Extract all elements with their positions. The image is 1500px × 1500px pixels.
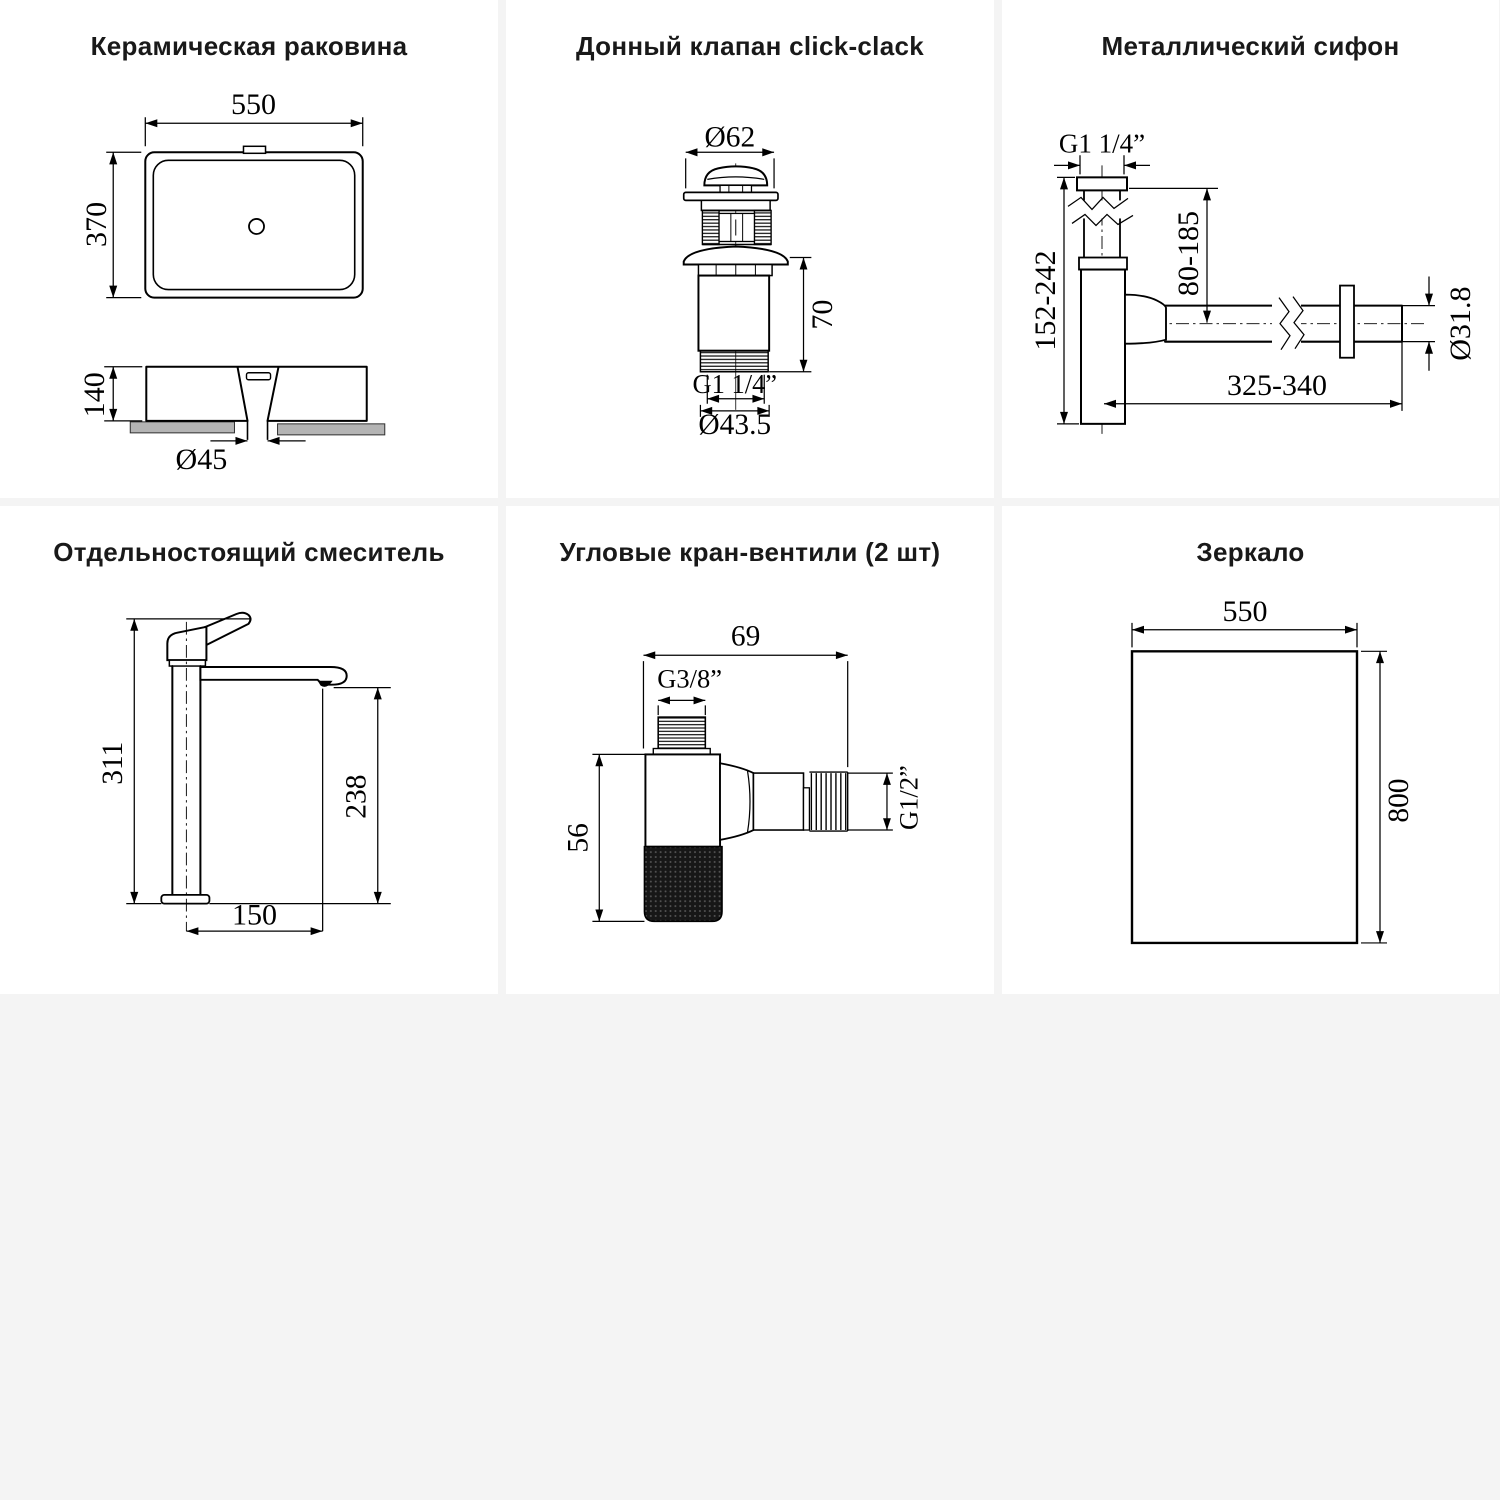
sink-side-view [130,367,385,440]
siphon-dim-height [1029,177,1079,423]
angle-dim-outlet-thread [848,765,924,830]
mirror-dim-width [1132,596,1357,647]
dim-siphon-inlet-thread: G1 1/4” [1058,128,1146,159]
panel-title: Зеркало [1196,537,1305,567]
dim-valve-thread: G1 1/4” [692,368,778,399]
dim-mirror-width: 550 [1222,596,1268,628]
panel-pop-up-valve [506,0,994,498]
dim-valve-height: 70 [806,299,839,330]
panel-title: Донный клапан click-clack [576,31,924,61]
panel-mirror [1002,506,1499,994]
dim-sink-height: 140 [77,372,112,418]
mixer-dim-spout-height [209,688,390,904]
siphon-dim-length [1104,342,1402,411]
wall-flange [1340,286,1354,358]
valve-body [684,166,788,371]
panel-title: Угловые кран-вентили (2 шт) [559,537,941,567]
mixer-body [161,613,346,931]
base [161,895,209,904]
angle-dim-height [562,754,645,921]
dim-mixer-spout-height: 238 [339,774,373,819]
counter-left [130,422,234,433]
valve-drawing [506,0,994,498]
angle-dim-inlet-thread [657,664,722,715]
panel-metal-siphon [1002,0,1499,498]
dim-siphon-pipe-diameter: Ø31.8 [1444,286,1477,361]
panel-title: Отдельностоящий смеситель [53,537,445,567]
mirror-dim-height [1361,651,1415,943]
dim-angle-width: 69 [730,620,761,653]
panel-ceramic-sink [0,0,498,498]
valve-dim-thread-diameter [698,405,771,441]
angle-valve-body [644,717,847,921]
outlet-thread [809,772,847,831]
overflow-slot [246,373,270,380]
mirror-drawing [1002,506,1499,994]
sink-dim-depth [79,152,141,297]
dim-valve-thread-diameter: Ø43.5 [698,407,772,441]
sink-dim-height [77,367,142,421]
mirror-outline [1132,651,1357,943]
knurled-handle [644,847,722,922]
dim-angle-height: 56 [562,823,595,853]
dim-siphon-height: 152-242 [1029,250,1062,351]
valve-dim-height [769,258,839,372]
dim-angle-inlet-thread: G3/8” [657,663,722,694]
inlet-thread [658,717,705,748]
dim-mixer-spout-reach: 150 [231,898,278,932]
angle-valve-drawing [506,506,994,994]
sink-drawing [0,0,498,498]
sink-top-view [145,146,362,297]
dim-sink-drain: Ø45 [175,441,228,476]
sink-dim-drain [176,437,306,476]
sink-dim-width [145,87,362,146]
dim-siphon-length: 325-340 [1227,368,1327,402]
dim-angle-outlet-thread: G1/2” [893,765,924,831]
mixer-drawing [0,506,498,994]
panel-angle-valves [506,506,994,994]
counter-right [278,424,385,435]
dim-sink-width: 550 [230,87,277,122]
panel-title: Металлический сифон [1101,31,1400,61]
panel-title: Керамическая раковина [90,31,408,61]
dim-siphon-inlet-height: 80-185 [1172,210,1205,297]
panel-freestanding-mixer [0,506,498,994]
siphon-drawing [1002,0,1499,498]
dim-sink-depth: 370 [79,201,114,247]
overflow-tab [243,146,265,153]
valve-dim-thread [692,369,777,404]
dim-valve-cap: Ø62 [704,120,756,154]
dim-mirror-height: 800 [1382,778,1416,823]
dim-mixer-total-height: 311 [95,741,130,785]
